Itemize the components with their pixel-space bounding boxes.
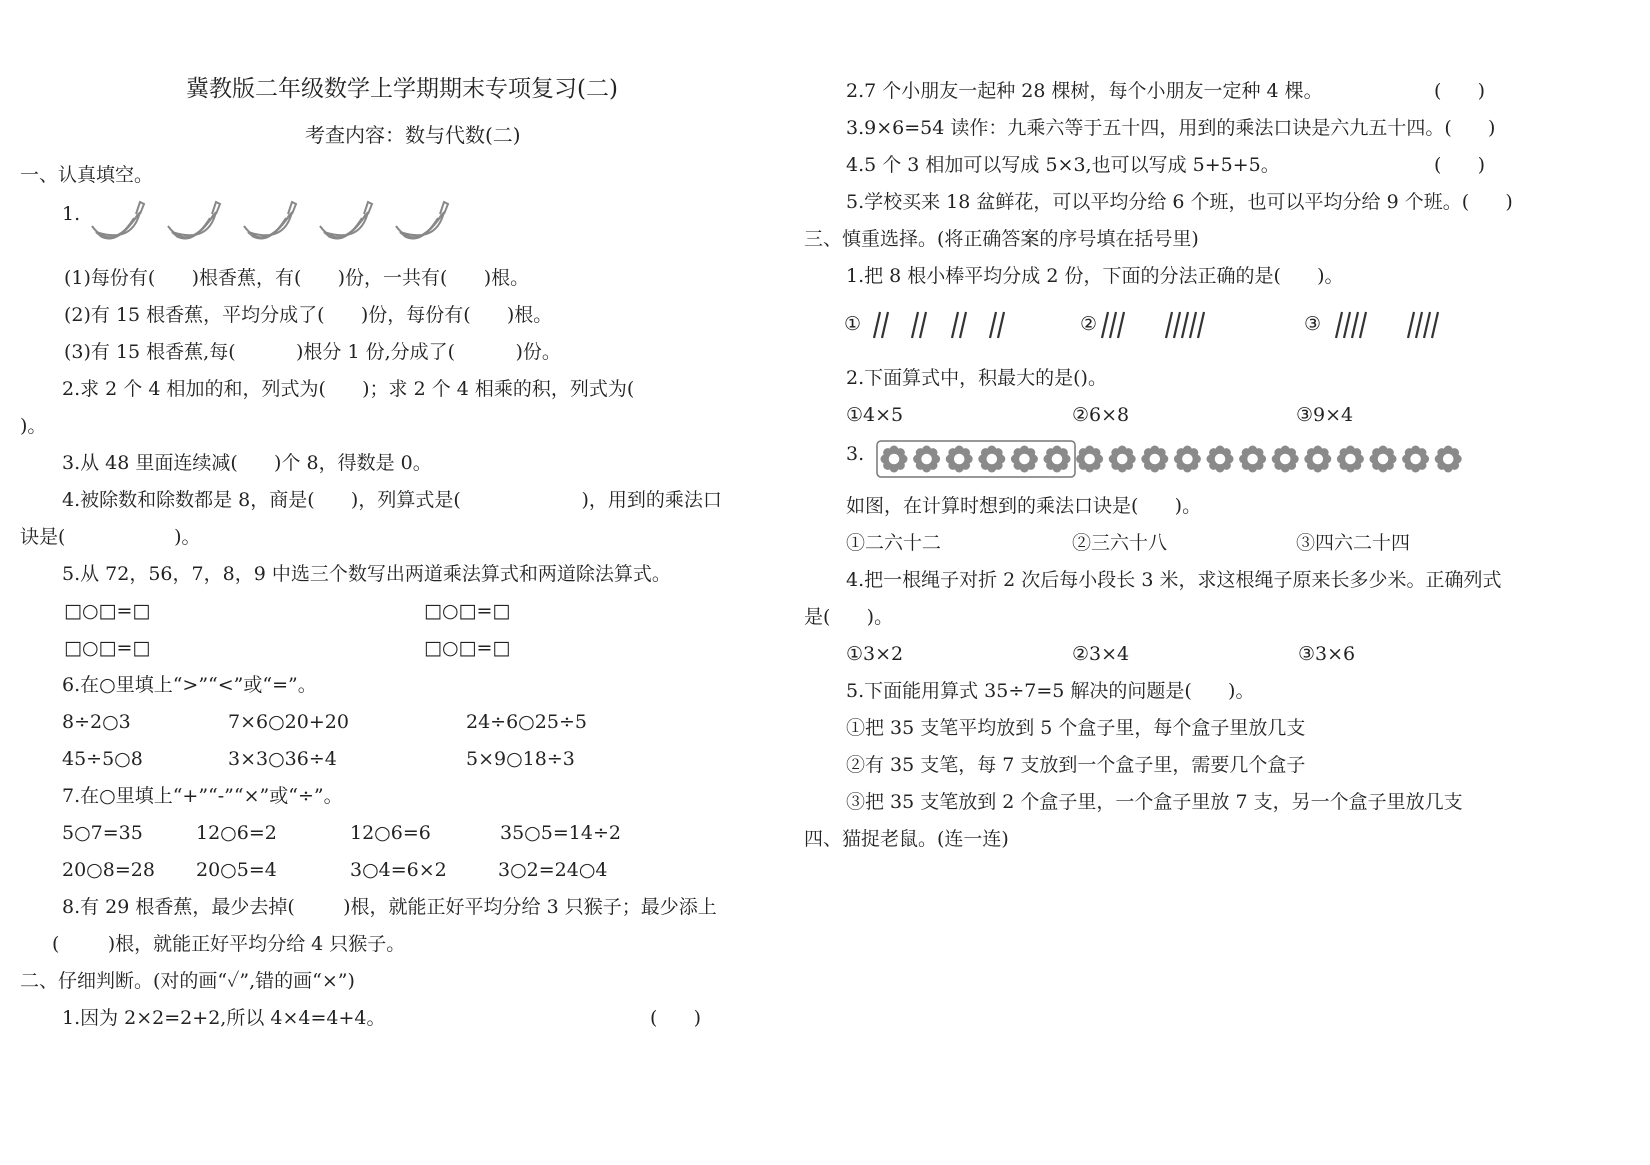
flower-icon xyxy=(1370,446,1397,473)
section-2-heading: 二、仔细判断。(对的画“✓”,错的画“×”) xyxy=(20,970,355,992)
stick xyxy=(882,312,888,338)
flowers-illustration xyxy=(876,440,1476,480)
flower-icon xyxy=(1044,446,1071,473)
stick xyxy=(1424,312,1430,338)
answer-paren: ( ) xyxy=(650,1007,702,1029)
q6-item: 3×3○36÷4 xyxy=(228,748,337,770)
flower-icon xyxy=(1109,446,1136,473)
c4-option: ①3×2 xyxy=(846,643,904,665)
flower-icon xyxy=(1304,446,1331,473)
q6-item: 24÷6○25÷5 xyxy=(466,711,587,733)
q7-item: 12○6=2 xyxy=(196,822,277,844)
stick xyxy=(874,312,880,338)
stick xyxy=(1110,312,1116,338)
question-4-line-1: 4.被除数和除数都是 8，商是( )，列算式是( )，用到的乘法口 xyxy=(62,489,722,511)
q6-item: 5×9○18÷3 xyxy=(466,748,575,770)
flower-icon xyxy=(1337,446,1364,473)
q7-item: 3○4=6×2 xyxy=(350,859,447,881)
stick xyxy=(990,312,996,338)
c5-option: ③把 35 支笔放到 2 个盒子里，一个盒子里放 7 支，另一个盒子里放几支 xyxy=(846,791,1463,813)
question-1-3: (3)有 15 根香蕉,每( )根分 1 份,分成了( )份。 xyxy=(64,341,561,363)
stick xyxy=(998,312,1004,338)
judge-1: 1.因为 2×2=2+2,所以 4×4=4+4。 xyxy=(62,1007,386,1029)
question-1-label: 1. xyxy=(62,203,81,225)
q7-item: 3○2=24○4 xyxy=(498,859,608,881)
section-1-heading: 一、认真填空。 xyxy=(20,164,154,186)
q6-item: 7×6○20+20 xyxy=(228,711,349,733)
stick xyxy=(1174,312,1180,338)
stick xyxy=(912,312,918,338)
flower-icon xyxy=(1141,446,1168,473)
stick xyxy=(1102,312,1108,338)
judge-5: 5.学校买来 18 盆鲜花，可以平均分给 6 个班，也可以平均分给 9 个班。( ) xyxy=(846,191,1513,213)
stick xyxy=(1118,312,1124,338)
q7-item: 20○8=28 xyxy=(62,859,155,881)
c4-option: ③3×6 xyxy=(1298,643,1356,665)
banana-bunch-icon xyxy=(92,202,144,238)
page-title: 冀教版二年级数学上学期期末专项复习(二) xyxy=(186,76,618,102)
stick xyxy=(1166,312,1172,338)
question-6: 6.在○里填上“>”“<”或“=”。 xyxy=(62,674,317,696)
stick xyxy=(1408,312,1414,338)
stick xyxy=(920,312,926,338)
c5-option: ①把 35 支笔平均放到 5 个盒子里，每个盒子里放几支 xyxy=(846,717,1306,739)
flower-icon xyxy=(913,446,940,473)
q6-item: 8÷2○3 xyxy=(62,711,131,733)
q5-box-formula: □○□=□ xyxy=(64,600,151,622)
answer-paren: ( ) xyxy=(1434,80,1486,102)
q6-item: 45÷5○8 xyxy=(62,748,143,770)
question-4-line-2: 诀是( )。 xyxy=(20,526,201,548)
banana-group xyxy=(88,196,468,254)
c1-option-label: ③ xyxy=(1304,313,1322,335)
section-4-heading: 四、猫捉老鼠。(连一连) xyxy=(804,828,1009,850)
stick xyxy=(952,312,958,338)
question-2-line-1: 2.求 2 个 4 相加的和，列式为( )；求 2 个 4 相乘的积，列式为( xyxy=(62,378,635,400)
c2-option: ③9×4 xyxy=(1296,404,1354,426)
judge-3: 3.9×6=54 读作：九乘六等于五十四，用到的乘法口诀是六九五十四。( ) xyxy=(846,117,1496,139)
banana-bunch-icon xyxy=(320,202,372,238)
c1-option-label: ① xyxy=(844,313,862,335)
flower-icon xyxy=(1272,446,1299,473)
stick xyxy=(1182,312,1188,338)
c3-option: ①二六十二 xyxy=(846,532,942,554)
c2-option: ②6×8 xyxy=(1072,404,1130,426)
flower-icon xyxy=(1011,446,1038,473)
stick xyxy=(1352,312,1358,338)
judge-2: 2.7 个小朋友一起种 28 棵树，每个小朋友一定种 4 棵。 xyxy=(846,80,1323,102)
flower-icon xyxy=(1402,446,1429,473)
page-subtitle: 考查内容：数与代数(二) xyxy=(305,123,521,147)
choice-2: 2.下面算式中，积最大的是()。 xyxy=(846,367,1107,389)
stick xyxy=(1198,312,1204,338)
stick xyxy=(1360,312,1366,338)
stick xyxy=(960,312,966,338)
sticks-illustration xyxy=(866,308,1466,344)
c2-option: ①4×5 xyxy=(846,404,904,426)
c3-option: ②三六十八 xyxy=(1072,532,1168,554)
banana-bunch-icon xyxy=(396,202,448,238)
choice-5: 5.下面能用算式 35÷7=5 解决的问题是( )。 xyxy=(846,680,1255,702)
c4-option: ②3×4 xyxy=(1072,643,1130,665)
answer-paren: ( ) xyxy=(1434,154,1486,176)
question-2-line-2: )。 xyxy=(20,415,47,437)
flower-icon xyxy=(1435,446,1462,473)
q5-box-formula: □○□=□ xyxy=(64,637,151,659)
flower-icon xyxy=(946,446,973,473)
banana-bunch-icon xyxy=(244,202,296,238)
stick xyxy=(1432,312,1438,338)
flower-icon xyxy=(1207,446,1234,473)
c3-option: ③四六二十四 xyxy=(1296,532,1411,554)
c5-option: ②有 35 支笔，每 7 支放到一个盒子里，需要几个盒子 xyxy=(846,754,1306,776)
question-1-2: (2)有 15 根香蕉，平均分成了( )份，每份有( )根。 xyxy=(64,304,553,326)
question-7: 7.在○里填上“+”“-”“×”或“÷”。 xyxy=(62,785,343,807)
c1-option-label: ② xyxy=(1080,313,1098,335)
flower-icon xyxy=(1239,446,1266,473)
stick xyxy=(1344,312,1350,338)
q5-box-formula: □○□=□ xyxy=(424,637,511,659)
choice-3-label: 3. xyxy=(846,443,865,465)
q7-item: 12○6=6 xyxy=(350,822,431,844)
choice-1: 1.把 8 根小棒平均分成 2 份，下面的分法正确的是( )。 xyxy=(846,265,1344,287)
flower-icon xyxy=(1076,446,1103,473)
stick xyxy=(1416,312,1422,338)
q7-item: 5○7=35 xyxy=(62,822,143,844)
banana-bunch-icon xyxy=(168,202,220,238)
choice-4-line-1: 4.把一根绳子对折 2 次后每小段长 3 米，求这根绳子原来长多少米。正确列式 xyxy=(846,569,1502,591)
question-8-line-1: 8.有 29 根香蕉，最少去掉( )根，就能正好平均分给 3 只猴子；最少添上 xyxy=(62,896,717,918)
q7-item: 20○5=4 xyxy=(196,859,277,881)
judge-4: 4.5 个 3 相加可以写成 5×3,也可以写成 5+5+5。 xyxy=(846,154,1280,176)
question-1-1: (1)每份有( )根香蕉，有( )份，一共有( )根。 xyxy=(64,267,530,289)
flower-icon xyxy=(881,446,908,473)
question-3: 3.从 48 里面连续减( )个 8，得数是 0。 xyxy=(62,452,432,474)
choice-3: 如图，在计算时想到的乘法口诀是( )。 xyxy=(846,495,1202,517)
flower-icon xyxy=(1174,446,1201,473)
q7-item: 35○5=14÷2 xyxy=(500,822,621,844)
question-5: 5.从 72，56，7，8，9 中选三个数写出两道乘法算式和两道除法算式。 xyxy=(62,563,671,585)
stick xyxy=(1190,312,1196,338)
question-8-line-2: ( )根，就能正好平均分给 4 只猴子。 xyxy=(52,933,406,955)
flower-icon xyxy=(978,446,1005,473)
q5-box-formula: □○□=□ xyxy=(424,600,511,622)
choice-4-line-2: 是( )。 xyxy=(804,606,894,628)
section-3-heading: 三、慎重选择。(将正确答案的序号填在括号里) xyxy=(804,228,1199,250)
stick xyxy=(1336,312,1342,338)
